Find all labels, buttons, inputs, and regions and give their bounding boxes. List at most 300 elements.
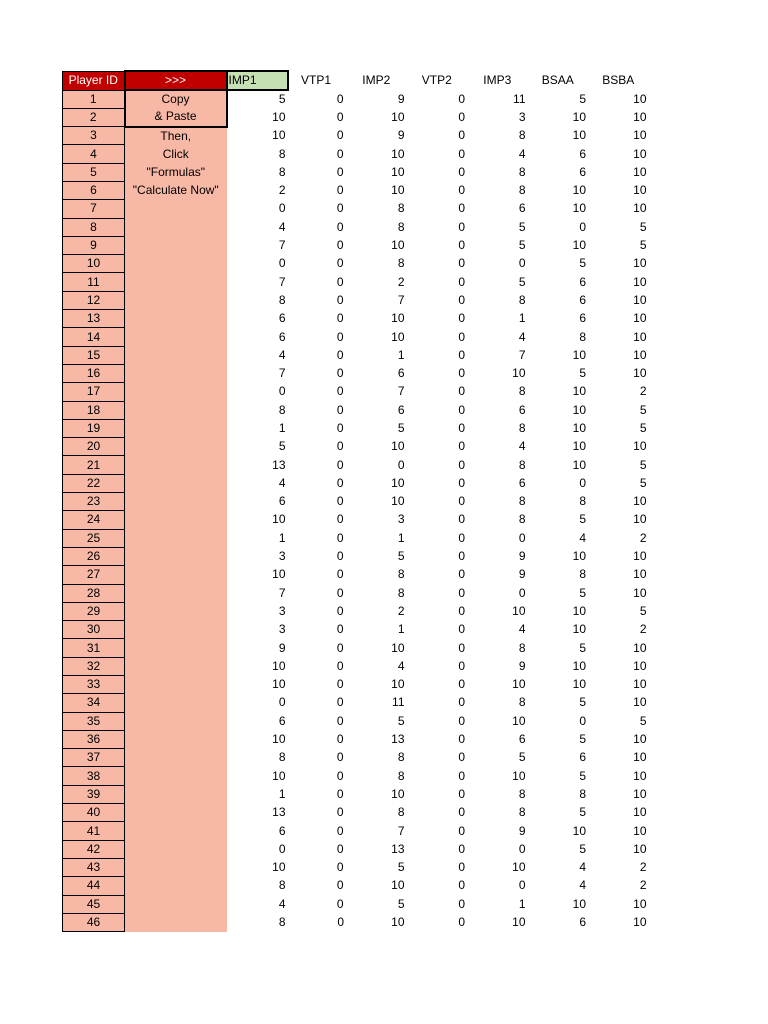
value-cell-imp1[interactable]: 6 (278, 311, 286, 326)
fill-cell[interactable] (125, 493, 227, 511)
value-cell-bsba[interactable]: 10 (633, 329, 647, 344)
value-cell-vtp2[interactable]: 0 (458, 585, 465, 600)
fill-cell[interactable] (125, 749, 227, 767)
value-cell-vtp2[interactable]: 0 (458, 786, 465, 801)
value-cell-vtp2[interactable]: 0 (458, 713, 465, 728)
value-cell-vtp1[interactable]: 0 (336, 164, 344, 179)
value-cell-imp2[interactable]: 3 (397, 512, 405, 527)
value-cell-bsaa[interactable]: 10 (572, 201, 586, 216)
value-cell-bsaa[interactable]: 8 (579, 786, 586, 801)
value-cell-imp1[interactable]: 10 (272, 768, 286, 783)
value-cell-vtp1[interactable]: 0 (336, 402, 344, 417)
value-cell-imp2[interactable]: 9 (397, 91, 405, 106)
value-cell-imp3[interactable]: 8 (518, 128, 526, 143)
value-cell-bsba[interactable]: 5 (639, 457, 647, 472)
value-cell-imp1[interactable]: 3 (278, 622, 286, 637)
value-cell-vtp2[interactable]: 0 (458, 347, 465, 362)
fill-cell[interactable] (125, 676, 227, 694)
value-cell-imp1[interactable]: 10 (272, 109, 286, 124)
value-cell-vtp1[interactable]: 0 (336, 585, 344, 600)
player-id-cell[interactable]: 31 (63, 639, 125, 657)
value-cell-imp3[interactable]: 0 (518, 585, 526, 600)
value-cell-imp1[interactable]: 10 (272, 677, 286, 692)
player-id-cell[interactable]: 10 (63, 255, 125, 273)
value-cell-imp3[interactable]: 10 (512, 603, 526, 618)
value-cell-vtp2[interactable]: 0 (458, 878, 465, 893)
value-cell-vtp1[interactable]: 0 (336, 805, 344, 820)
value-cell-imp1[interactable]: 4 (278, 347, 286, 362)
value-cell-imp1[interactable]: 10 (272, 658, 286, 673)
player-id-cell[interactable]: 26 (63, 547, 125, 565)
fill-cell[interactable] (125, 310, 227, 328)
fill-cell[interactable] (125, 383, 227, 401)
fill-cell[interactable] (125, 328, 227, 346)
fill-cell[interactable] (125, 456, 227, 474)
value-cell-imp2[interactable]: 1 (397, 530, 405, 545)
value-cell-imp2[interactable]: 8 (397, 201, 405, 216)
header-vtp2[interactable]: VTP2 (421, 73, 452, 87)
value-cell-vtp1[interactable]: 0 (336, 109, 344, 124)
fill-cell[interactable] (125, 419, 227, 437)
value-cell-vtp2[interactable]: 0 (458, 238, 465, 253)
value-cell-bsaa[interactable]: 8 (579, 494, 586, 509)
value-cell-bsba[interactable]: 10 (633, 256, 647, 271)
instruction-cell[interactable]: & Paste (125, 108, 227, 126)
value-cell-bsba[interactable]: 10 (633, 347, 647, 362)
value-cell-vtp1[interactable]: 0 (336, 750, 344, 765)
value-cell-imp3[interactable]: 8 (518, 384, 526, 399)
fill-cell[interactable] (125, 767, 227, 785)
value-cell-imp1[interactable]: 6 (278, 823, 286, 838)
value-cell-vtp2[interactable]: 0 (458, 109, 465, 124)
value-cell-bsaa[interactable]: 10 (572, 128, 586, 143)
value-cell-imp2[interactable]: 10 (391, 494, 405, 509)
value-cell-imp1[interactable]: 4 (278, 475, 286, 490)
value-cell-imp3[interactable]: 9 (518, 549, 526, 564)
value-cell-imp3[interactable]: 8 (518, 695, 526, 710)
player-id-cell[interactable]: 36 (63, 730, 125, 748)
player-id-cell[interactable]: 37 (63, 749, 125, 767)
value-cell-bsaa[interactable]: 5 (579, 512, 586, 527)
value-cell-imp3[interactable]: 6 (518, 201, 526, 216)
value-cell-imp2[interactable]: 8 (397, 805, 405, 820)
value-cell-imp3[interactable]: 4 (518, 146, 526, 161)
value-cell-bsba[interactable]: 10 (633, 823, 647, 838)
value-cell-bsba[interactable]: 10 (633, 292, 647, 307)
fill-cell[interactable] (125, 273, 227, 291)
value-cell-vtp2[interactable]: 0 (458, 311, 465, 326)
value-cell-bsba[interactable]: 5 (639, 420, 647, 435)
value-cell-vtp2[interactable]: 0 (458, 512, 465, 527)
value-cell-imp2[interactable]: 8 (397, 256, 405, 271)
player-id-cell[interactable]: 11 (63, 273, 125, 291)
value-cell-vtp1[interactable]: 0 (336, 292, 344, 307)
value-cell-bsaa[interactable]: 5 (579, 366, 586, 381)
value-cell-vtp1[interactable]: 0 (336, 823, 344, 838)
value-cell-bsba[interactable]: 10 (633, 549, 647, 564)
value-cell-imp1[interactable]: 5 (278, 92, 286, 107)
value-cell-bsba[interactable]: 10 (633, 640, 647, 655)
value-cell-vtp1[interactable]: 0 (336, 658, 344, 673)
value-cell-bsba[interactable]: 2 (639, 878, 647, 893)
value-cell-vtp2[interactable]: 0 (458, 640, 465, 655)
value-cell-imp2[interactable]: 10 (391, 878, 405, 893)
value-cell-bsba[interactable]: 10 (633, 896, 647, 911)
value-cell-vtp2[interactable]: 0 (458, 128, 465, 143)
player-id-cell[interactable]: 45 (63, 895, 125, 913)
value-cell-vtp1[interactable]: 0 (336, 768, 344, 783)
fill-cell[interactable] (125, 364, 227, 382)
fill-cell[interactable] (125, 218, 227, 236)
value-cell-bsba[interactable]: 10 (633, 494, 647, 509)
value-cell-imp2[interactable]: 10 (391, 183, 405, 198)
value-cell-vtp1[interactable]: 0 (336, 549, 344, 564)
value-cell-vtp2[interactable]: 0 (458, 677, 465, 692)
value-cell-vtp2[interactable]: 0 (458, 420, 465, 435)
value-cell-imp1[interactable]: 9 (278, 640, 286, 655)
value-cell-imp2[interactable]: 10 (391, 439, 405, 454)
value-cell-vtp2[interactable]: 0 (458, 366, 465, 381)
value-cell-bsba[interactable]: 10 (633, 786, 647, 801)
player-id-cell[interactable]: 28 (63, 584, 125, 602)
value-cell-vtp2[interactable]: 0 (458, 183, 465, 198)
value-cell-imp1[interactable]: 7 (278, 238, 286, 253)
value-cell-bsaa[interactable]: 5 (579, 585, 586, 600)
fill-cell[interactable] (125, 584, 227, 602)
value-cell-imp1[interactable]: 13 (272, 457, 286, 472)
header-player-id[interactable]: Player ID (63, 71, 125, 90)
value-cell-bsba[interactable]: 10 (633, 164, 647, 179)
value-cell-vtp2[interactable]: 0 (458, 292, 465, 307)
instruction-cell[interactable]: "Calculate Now" (125, 181, 227, 199)
value-cell-imp2[interactable]: 0 (397, 457, 405, 472)
fill-cell[interactable] (125, 621, 227, 639)
value-cell-bsba[interactable]: 5 (639, 713, 647, 728)
instruction-cell[interactable]: Click (125, 145, 227, 163)
value-cell-imp1[interactable]: 10 (272, 128, 286, 143)
player-id-cell[interactable]: 14 (63, 328, 125, 346)
value-cell-imp3[interactable]: 8 (518, 457, 526, 472)
value-cell-bsaa[interactable]: 6 (579, 750, 586, 765)
value-cell-imp2[interactable]: 2 (397, 603, 405, 618)
value-cell-bsba[interactable]: 10 (633, 677, 647, 692)
value-cell-bsaa[interactable]: 10 (572, 183, 586, 198)
fill-cell[interactable] (125, 804, 227, 822)
player-id-cell[interactable]: 17 (63, 383, 125, 401)
value-cell-vtp1[interactable]: 0 (336, 201, 344, 216)
value-cell-vtp1[interactable]: 0 (336, 238, 344, 253)
value-cell-imp3[interactable]: 5 (518, 238, 526, 253)
value-cell-vtp1[interactable]: 0 (336, 622, 344, 637)
player-id-cell[interactable]: 29 (63, 602, 125, 620)
value-cell-vtp2[interactable]: 0 (458, 402, 465, 417)
value-cell-vtp1[interactable]: 0 (336, 567, 344, 582)
value-cell-imp2[interactable]: 5 (397, 860, 405, 875)
value-cell-imp3[interactable]: 10 (512, 713, 526, 728)
value-cell-bsaa[interactable]: 10 (572, 896, 586, 911)
value-cell-imp3[interactable]: 0 (518, 256, 526, 271)
value-cell-bsaa[interactable]: 6 (579, 292, 586, 307)
value-cell-bsba[interactable]: 10 (633, 567, 647, 582)
value-cell-vtp1[interactable]: 0 (336, 420, 344, 435)
value-cell-imp1[interactable]: 6 (278, 494, 286, 509)
player-id-cell[interactable]: 40 (63, 804, 125, 822)
player-id-cell[interactable]: 27 (63, 566, 125, 584)
value-cell-bsaa[interactable]: 0 (579, 713, 586, 728)
value-cell-vtp1[interactable]: 0 (336, 896, 344, 911)
header-vtp1[interactable]: VTP1 (300, 73, 331, 87)
value-cell-imp2[interactable]: 6 (397, 402, 405, 417)
value-cell-bsaa[interactable]: 10 (572, 658, 586, 673)
value-cell-bsba[interactable]: 10 (633, 183, 647, 198)
value-cell-bsaa[interactable]: 10 (572, 238, 586, 253)
header-bsba[interactable]: BSBA (602, 73, 635, 87)
value-cell-imp3[interactable]: 8 (518, 494, 526, 509)
value-cell-imp1[interactable]: 0 (278, 256, 286, 271)
value-cell-bsba[interactable]: 10 (633, 128, 647, 143)
header-imp2[interactable]: IMP2 (362, 73, 391, 87)
fill-cell[interactable] (125, 639, 227, 657)
value-cell-imp1[interactable]: 10 (272, 860, 286, 875)
value-cell-imp2[interactable]: 10 (391, 915, 405, 929)
value-cell-imp1[interactable]: 4 (278, 896, 286, 911)
value-cell-vtp1[interactable]: 0 (336, 219, 344, 234)
value-cell-imp2[interactable]: 7 (397, 384, 405, 399)
value-cell-vtp2[interactable]: 0 (458, 750, 465, 765)
value-cell-vtp1[interactable]: 0 (336, 786, 344, 801)
value-cell-bsaa[interactable]: 10 (572, 677, 586, 692)
player-id-cell[interactable]: 41 (63, 822, 125, 840)
value-cell-bsaa[interactable]: 4 (579, 530, 586, 545)
value-cell-vtp1[interactable]: 0 (336, 384, 344, 399)
value-cell-vtp1[interactable]: 0 (336, 860, 344, 875)
value-cell-vtp1[interactable]: 0 (336, 183, 344, 198)
value-cell-bsba[interactable]: 10 (633, 274, 647, 289)
value-cell-bsba[interactable]: 10 (633, 750, 647, 765)
player-id-cell[interactable]: 24 (63, 511, 125, 529)
value-cell-imp2[interactable]: 7 (397, 292, 405, 307)
value-cell-imp1[interactable]: 6 (278, 329, 286, 344)
value-cell-imp3[interactable]: 0 (518, 878, 526, 893)
value-cell-imp3[interactable]: 9 (518, 567, 526, 582)
value-cell-bsba[interactable]: 5 (639, 603, 647, 618)
value-cell-vtp1[interactable]: 0 (336, 366, 344, 381)
value-cell-imp2[interactable]: 8 (397, 768, 405, 783)
value-cell-bsaa[interactable]: 10 (572, 622, 586, 637)
value-cell-imp1[interactable]: 3 (278, 549, 286, 564)
value-cell-imp3[interactable]: 8 (518, 640, 526, 655)
value-cell-bsaa[interactable]: 6 (579, 915, 586, 929)
value-cell-imp3[interactable]: 4 (518, 622, 526, 637)
value-cell-vtp2[interactable]: 0 (458, 494, 465, 509)
value-cell-imp2[interactable]: 1 (397, 622, 405, 637)
value-cell-vtp2[interactable]: 0 (458, 823, 465, 838)
value-cell-imp3[interactable]: 5 (518, 750, 526, 765)
value-cell-imp2[interactable]: 6 (397, 366, 405, 381)
player-id-cell[interactable]: 6 (63, 181, 125, 199)
header-imp3[interactable]: IMP3 (483, 73, 512, 87)
value-cell-vtp1[interactable]: 0 (336, 475, 344, 490)
value-cell-imp2[interactable]: 8 (397, 585, 405, 600)
value-cell-imp2[interactable]: 13 (391, 732, 405, 747)
value-cell-vtp1[interactable]: 0 (336, 128, 344, 143)
player-id-cell[interactable]: 44 (63, 877, 125, 895)
value-cell-imp1[interactable]: 1 (278, 420, 286, 435)
player-id-cell[interactable]: 3 (63, 127, 125, 145)
value-cell-bsba[interactable]: 10 (633, 695, 647, 710)
value-cell-bsaa[interactable]: 10 (572, 402, 586, 417)
value-cell-imp3[interactable]: 5 (518, 219, 526, 234)
value-cell-bsaa[interactable]: 5 (579, 256, 586, 271)
player-id-cell[interactable]: 18 (63, 401, 125, 419)
fill-cell[interactable] (125, 529, 227, 547)
player-id-cell[interactable]: 34 (63, 694, 125, 712)
value-cell-imp3[interactable]: 11 (513, 91, 526, 106)
header-bsaa[interactable]: BSAA (541, 73, 574, 87)
value-cell-bsba[interactable]: 10 (633, 201, 647, 216)
value-cell-vtp1[interactable]: 0 (336, 274, 344, 289)
value-cell-vtp1[interactable]: 0 (336, 146, 344, 161)
value-cell-imp1[interactable]: 8 (278, 402, 286, 417)
value-cell-imp2[interactable]: 8 (397, 219, 405, 234)
player-id-cell[interactable]: 21 (63, 456, 125, 474)
value-cell-bsba[interactable]: 10 (633, 805, 647, 820)
player-id-cell[interactable]: 39 (63, 785, 125, 803)
value-cell-imp1[interactable]: 5 (278, 439, 286, 454)
value-cell-bsaa[interactable]: 5 (579, 732, 586, 747)
value-cell-vtp1[interactable]: 0 (336, 878, 344, 893)
value-cell-imp1[interactable]: 7 (278, 274, 286, 289)
value-cell-imp1[interactable]: 3 (278, 603, 286, 618)
player-id-cell[interactable]: 23 (63, 493, 125, 511)
fill-cell[interactable] (125, 913, 227, 931)
value-cell-imp2[interactable]: 10 (391, 640, 405, 655)
value-cell-vtp2[interactable]: 0 (458, 805, 465, 820)
instruction-cell[interactable]: Then, (125, 127, 227, 145)
value-cell-imp1[interactable]: 4 (278, 219, 286, 234)
value-cell-imp3[interactable]: 6 (518, 732, 526, 747)
value-cell-vtp2[interactable]: 0 (458, 219, 465, 234)
value-cell-imp3[interactable]: 4 (518, 329, 526, 344)
value-cell-imp1[interactable]: 2 (278, 183, 286, 198)
value-cell-bsba[interactable]: 10 (633, 91, 647, 106)
value-cell-imp2[interactable]: 10 (391, 146, 405, 161)
player-id-cell[interactable]: 12 (63, 291, 125, 309)
value-cell-bsaa[interactable]: 6 (579, 164, 586, 179)
value-cell-imp3[interactable]: 1 (518, 311, 526, 326)
value-cell-imp2[interactable]: 9 (397, 128, 405, 143)
value-cell-bsaa[interactable]: 8 (579, 567, 586, 582)
player-id-cell[interactable]: 9 (63, 236, 125, 254)
fill-cell[interactable] (125, 401, 227, 419)
value-cell-vtp2[interactable]: 0 (458, 475, 465, 490)
fill-cell[interactable] (125, 291, 227, 309)
value-cell-imp3[interactable]: 10 (512, 768, 526, 783)
player-id-cell[interactable]: 19 (63, 419, 125, 437)
value-cell-imp3[interactable]: 10 (512, 915, 526, 929)
player-id-cell[interactable]: 1 (63, 90, 125, 108)
value-cell-bsba[interactable]: 10 (633, 366, 647, 381)
value-cell-vtp2[interactable]: 0 (458, 329, 465, 344)
instruction-cell[interactable]: Copy (125, 90, 227, 108)
value-cell-bsba[interactable]: 2 (639, 622, 647, 637)
value-cell-imp1[interactable]: 0 (278, 201, 286, 216)
header-arrows[interactable]: >>> (125, 71, 227, 90)
value-cell-vtp1[interactable]: 0 (336, 841, 344, 856)
value-cell-bsaa[interactable]: 8 (579, 329, 586, 344)
fill-cell[interactable] (125, 200, 227, 218)
player-id-cell[interactable]: 22 (63, 474, 125, 492)
value-cell-imp2[interactable]: 13 (391, 841, 405, 856)
value-cell-vtp2[interactable]: 0 (458, 457, 465, 472)
value-cell-imp1[interactable]: 13 (272, 805, 286, 820)
value-cell-bsaa[interactable]: 4 (579, 860, 586, 875)
player-id-cell[interactable]: 2 (63, 108, 125, 126)
value-cell-bsba[interactable]: 10 (633, 146, 647, 161)
value-cell-imp1[interactable]: 6 (278, 713, 286, 728)
value-cell-vtp2[interactable]: 0 (458, 530, 465, 545)
value-cell-bsba[interactable]: 2 (639, 860, 647, 875)
player-id-cell[interactable]: 33 (63, 676, 125, 694)
value-cell-vtp2[interactable]: 0 (458, 841, 465, 856)
value-cell-vtp1[interactable]: 0 (336, 713, 344, 728)
value-cell-bsba[interactable]: 10 (633, 732, 647, 747)
fill-cell[interactable] (125, 785, 227, 803)
value-cell-imp2[interactable]: 10 (391, 475, 405, 490)
value-cell-imp3[interactable]: 8 (518, 420, 526, 435)
player-id-cell[interactable]: 16 (63, 364, 125, 382)
value-cell-imp1[interactable]: 7 (278, 585, 286, 600)
fill-cell[interactable] (125, 474, 227, 492)
fill-cell[interactable] (125, 712, 227, 730)
value-cell-imp3[interactable]: 8 (518, 512, 526, 527)
value-cell-imp2[interactable]: 10 (391, 238, 405, 253)
value-cell-bsba[interactable]: 10 (633, 439, 647, 454)
value-cell-bsaa[interactable]: 6 (579, 146, 586, 161)
player-id-cell[interactable]: 15 (63, 346, 125, 364)
header-imp1[interactable]: IMP1 (227, 71, 288, 90)
value-cell-imp2[interactable]: 10 (391, 109, 405, 124)
value-cell-imp3[interactable]: 10 (512, 366, 526, 381)
value-cell-imp3[interactable]: 10 (512, 860, 526, 875)
fill-cell[interactable] (125, 694, 227, 712)
value-cell-imp3[interactable]: 4 (518, 439, 526, 454)
value-cell-imp2[interactable]: 8 (397, 567, 405, 582)
value-cell-imp1[interactable]: 1 (278, 530, 286, 545)
fill-cell[interactable] (125, 822, 227, 840)
value-cell-bsaa[interactable]: 10 (572, 457, 586, 472)
value-cell-imp1[interactable]: 8 (278, 878, 286, 893)
fill-cell[interactable] (125, 346, 227, 364)
value-cell-bsaa[interactable]: 0 (579, 219, 586, 234)
value-cell-bsba[interactable]: 5 (639, 219, 647, 234)
fill-cell[interactable] (125, 840, 227, 858)
value-cell-imp2[interactable]: 5 (397, 420, 405, 435)
fill-cell[interactable] (125, 877, 227, 895)
value-cell-imp2[interactable]: 5 (397, 896, 405, 911)
fill-cell[interactable] (125, 547, 227, 565)
value-cell-vtp1[interactable]: 0 (336, 457, 344, 472)
instruction-cell[interactable]: "Formulas" (125, 163, 227, 181)
player-id-cell[interactable]: 32 (63, 657, 125, 675)
value-cell-bsba[interactable]: 10 (633, 768, 647, 783)
player-id-cell[interactable]: 43 (63, 858, 125, 876)
value-cell-vtp1[interactable]: 0 (337, 915, 344, 929)
value-cell-bsaa[interactable]: 10 (572, 420, 586, 435)
value-cell-vtp2[interactable]: 0 (458, 91, 465, 106)
value-cell-imp3[interactable]: 9 (518, 658, 526, 673)
value-cell-vtp1[interactable]: 0 (336, 329, 344, 344)
